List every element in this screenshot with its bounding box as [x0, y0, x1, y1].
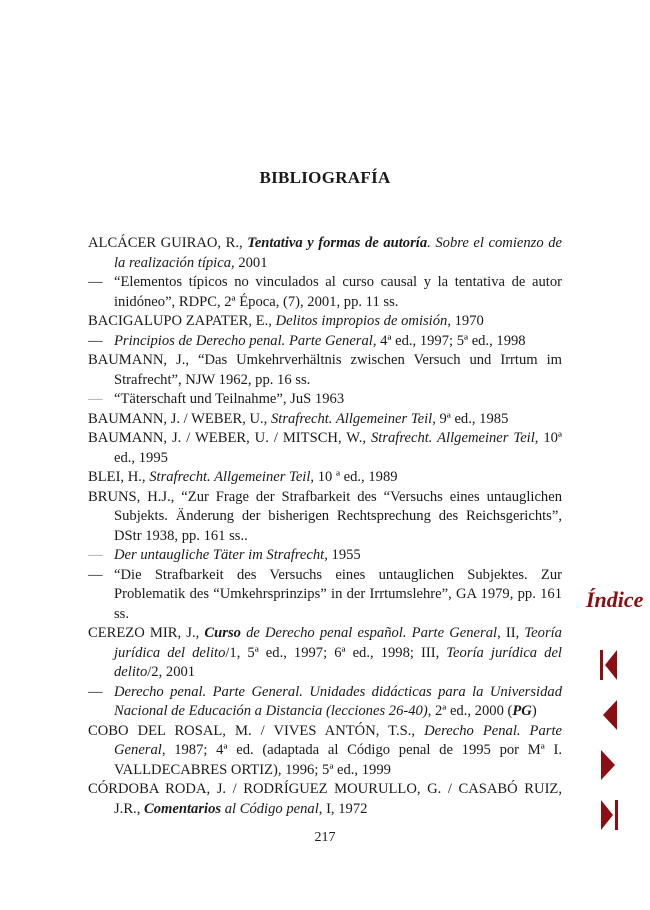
entry-text-segment: Derecho penal. Parte General. Unidades didácticas para la Universidad Nacional de Educación a Distancia (lecciones 26-40): [114, 683, 562, 719]
entry-text-segment: , 1987; 4ª ed. (adaptada al Código penal de 1995 por Mª I. VALLDECABRES ORTIZ), 1996; 5ª ed., 1999: [114, 742, 562, 778]
bibliography-entry: [88, 624, 562, 683]
entry-text-segment: , 1970: [447, 313, 484, 329]
entry-text-segment: Teoría jurídica del delito: [114, 644, 562, 680]
entry-text-segment: Strafrecht. Allgemeiner Teil: [149, 469, 311, 485]
entry-text-segment: ): [531, 703, 537, 719]
page-title: BIBLIOGRAFÍA: [259, 168, 391, 187]
entry-text-segment: PG: [512, 703, 532, 719]
repeat-author-dash: —: [88, 566, 103, 583]
bibliography-list: [88, 234, 562, 819]
entry-text-segment: Principios de Derecho penal. Parte General: [114, 332, 373, 349]
bibliography-entry: [88, 488, 562, 547]
entry-text-segment: CEREZO MIR, J.,: [88, 625, 205, 641]
first-page-button[interactable]: [598, 648, 620, 682]
indice-link[interactable]: Índice: [586, 587, 644, 612]
entry-text-segment: , 2001: [231, 254, 268, 271]
entry-text-segment: Strafrecht. Allgemeiner Teil: [270, 410, 433, 427]
entry-text-segment: “Täterschaft und Teilnahme”, JuS 1963: [114, 391, 345, 407]
entry-text-segment: BACIGALUPO ZAPATER, E.,: [88, 313, 276, 329]
entry-text-segment: BAUMANN, J., “Das Umkehrverhältnis zwischen Versuch und Irrtum im Strafrecht”, NJW 1962, pp. 16 ss.: [88, 352, 562, 388]
first-page-icon: [598, 648, 620, 682]
entry-text-segment: Derecho Penal. Parte General: [114, 722, 562, 758]
bibliography-entry: [88, 429, 562, 468]
entry-text-segment: Strafrecht. Allgemeiner Teil: [370, 430, 535, 446]
bibliography-entry: [88, 273, 562, 312]
repeat-author-dash: —: [88, 683, 103, 700]
entry-text-segment: /2, 2001: [147, 664, 196, 680]
bibliography-entry: [88, 468, 562, 488]
last-page-button[interactable]: [598, 798, 620, 832]
bibliography-entry: [88, 332, 562, 352]
previous-page-icon: [598, 698, 620, 732]
bibliography-entry: [88, 566, 562, 625]
entry-text-segment: , II,: [497, 625, 525, 641]
bibliography-entry: [88, 390, 562, 410]
previous-page-button[interactable]: [598, 698, 620, 732]
bibliography-entry: [88, 683, 562, 722]
entry-text-segment: , 1955: [324, 547, 361, 563]
entry-text-segment: , 10 ª ed., 1989: [310, 469, 398, 485]
entry-text-segment: “Die Strafbarkeit des Versuchs eines untauglichen Subjektes. Zur Problematik des “Umkehrsprinzips” in der Irrtumslehre”, GA 1979, pp. 161 ss.: [114, 566, 562, 622]
entry-text-segment: CÓRDOBA RODA, J. / RODRÍGUEZ MOURULLO, G. / CASABÓ RUIZ, J.R.,: [88, 781, 562, 817]
last-page-icon: [598, 798, 620, 832]
entry-text-segment: Teoría jurídica del delito: [114, 625, 562, 661]
bibliography-entry: [88, 234, 562, 273]
repeat-author-dash: —: [88, 274, 103, 290]
entry-text-segment: , 10ª ed., 1995: [114, 430, 562, 466]
repeat-author-dash: —: [88, 547, 103, 563]
entry-text-segment: /1, 5ª ed., 1997; 6ª ed., 1998; III,: [225, 644, 447, 661]
entry-text-segment: de Derecho penal español. Parte General: [240, 625, 498, 641]
next-page-icon: [598, 748, 620, 782]
entry-text-segment: “Elementos típicos no vinculados al curso causal y la tentativa de autor inidóneo”, RDPC, 2ª Época, (7), 2001, pp. 11 ss.: [114, 274, 562, 310]
entry-text-segment: , 2ª ed., 2000 (: [427, 703, 513, 719]
entry-text-segment: BRUNS, H.J., “Zur Frage der Strafbarkeit des “Versuchs eines untauglichen Subjekts. Änderung der bisherigen Rechtsprechung des Reichsgerichts”, DStr 1938, pp. 161 ss..: [88, 488, 562, 544]
entry-text-segment: BAUMANN, J. / WEBER, U. / MITSCH, W.,: [88, 430, 371, 446]
entry-text-segment: , I, 1972: [318, 800, 368, 817]
repeat-author-dash: —: [88, 391, 103, 407]
entry-text-segment: Tentativa y formas de autoría: [247, 235, 428, 251]
entry-text-segment: BAUMANN, J. / WEBER, U.,: [88, 410, 271, 427]
page-number: 217: [314, 830, 336, 845]
bibliography-entry: [88, 722, 562, 781]
bibliography-entry: [88, 780, 562, 819]
entry-text-segment: Der untaugliche Täter im Strafrecht: [114, 547, 325, 563]
entry-text-segment: , 9ª ed., 1985: [432, 410, 509, 427]
bibliography-entry: [88, 410, 562, 430]
entry-text-segment: Delitos impropios de omisión: [275, 313, 448, 329]
repeat-author-dash: —: [88, 332, 103, 349]
entry-text-segment: ALCÁCER GUIRAO, R.,: [88, 235, 248, 251]
bibliography-entry: [88, 546, 562, 566]
entry-text-segment: BLEI, H.,: [88, 469, 150, 485]
entry-text-segment: Comentarios: [144, 800, 222, 817]
entry-text-segment: COBO DEL ROSAL, M. / VIVES ANTÓN, T.S.,: [88, 722, 425, 739]
bibliography-entry: [88, 312, 562, 332]
entry-text-segment: , 4ª ed., 1997; 5ª ed., 1998: [372, 332, 526, 349]
entry-text-segment: al Código penal: [221, 800, 319, 817]
entry-text-segment: . Sobre el comienzo de la realización típica: [114, 235, 562, 271]
entry-text-segment: Curso: [204, 625, 241, 641]
next-page-button[interactable]: [598, 748, 620, 782]
bibliography-entry: [88, 351, 562, 390]
